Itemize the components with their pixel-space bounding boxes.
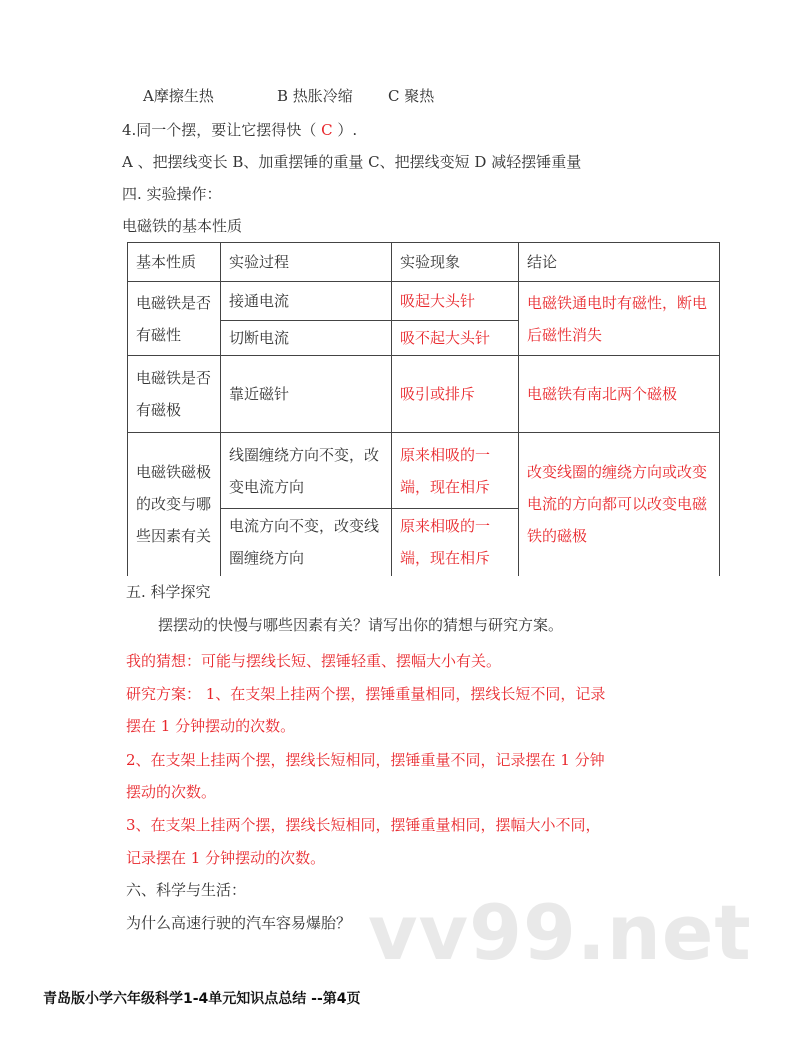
q4-answer: C bbox=[321, 121, 333, 139]
q3-option-b: B 热胀冷缩 bbox=[277, 87, 353, 105]
plan-line: 摆动的次数。 bbox=[126, 783, 217, 801]
header-cell: 基本性质 bbox=[128, 243, 221, 282]
table-row bbox=[128, 433, 720, 509]
plan-line: 2、在支架上挂两个摆，摆线长短相同，摆锤重量不同，记录摆在 1 分钟 bbox=[126, 751, 605, 769]
process-cell: 接通电流 bbox=[221, 282, 392, 321]
property-cell: 电磁铁是否有磁性 bbox=[128, 282, 221, 356]
phenomenon-cell: 原来相吸的一端，现在相斥 bbox=[392, 509, 519, 576]
table-row bbox=[128, 282, 720, 321]
plan-line: 研究方案： 1、在支架上挂两个摆，摆锤重量相同，摆线长短不同，记录 bbox=[126, 685, 606, 703]
process-cell: 切断电流 bbox=[221, 321, 392, 356]
conclusion-cell: 电磁铁有南北两个磁极 bbox=[519, 356, 720, 433]
phenomenon-cell: 吸起大头针 bbox=[392, 282, 519, 321]
table-row bbox=[128, 356, 720, 433]
q4-options: A 、把摆线变长 B、加重摆锤的重量 C、把摆线变短 D 减轻摆锤重量 bbox=[122, 153, 582, 171]
header-cell: 结论 bbox=[519, 243, 720, 282]
property-cell: 电磁铁磁极的改变与哪些因素有关 bbox=[128, 433, 221, 576]
q3-option-c: C 聚热 bbox=[388, 87, 435, 105]
header-cell: 实验现象 bbox=[392, 243, 519, 282]
process-cell: 线圈缠绕方向不变，改变电流方向 bbox=[221, 433, 392, 509]
section4-title: 四. 实验操作： bbox=[122, 185, 222, 203]
table-caption: 电磁铁的基本性质 bbox=[122, 217, 243, 235]
conclusion-cell: 电磁铁通电时有磁性，断电后磁性消失 bbox=[519, 282, 720, 356]
section6-question: 为什么高速行驶的汽车容易爆胎？ bbox=[126, 914, 352, 932]
plan-line: 摆在 1 分钟摆动的次数。 bbox=[126, 717, 296, 735]
section5-question: 摆摆动的快慢与哪些因素有关？请写出你的猜想与研究方案。 bbox=[158, 616, 564, 634]
process-cell: 电流方向不变，改变线圈缠绕方向 bbox=[221, 509, 392, 576]
header-cell: 实验过程 bbox=[221, 243, 392, 282]
q3-option-a: A摩擦生热 bbox=[143, 87, 214, 105]
process-cell: 靠近磁针 bbox=[221, 356, 392, 433]
page-footer: 青岛版小学六年级科学1-4单元知识点总结 --第4页 bbox=[43, 991, 361, 1007]
guess-text: 我的猜想：可能与摆线长短、摆锤轻重、摆幅大小有关。 bbox=[126, 652, 502, 670]
q4-question bbox=[122, 120, 357, 140]
conclusion-cell: 改变线圈的缠绕方向或改变电流的方向都可以改变电磁铁的磁极 bbox=[519, 433, 720, 576]
q4-text: 4.同一个摆，要让它摆得快（ bbox=[122, 121, 322, 139]
table-header-row bbox=[128, 243, 720, 282]
watermark: vv99.net bbox=[368, 888, 752, 977]
property-cell: 电磁铁是否有磁极 bbox=[128, 356, 221, 433]
section6-title: 六、科学与生活： bbox=[126, 881, 247, 899]
plan-line: 3、在支架上挂两个摆，摆线长短相同，摆锤重量相同，摆幅大小不同， bbox=[126, 816, 601, 834]
section5-title: 五. 科学探究 bbox=[126, 583, 211, 601]
q4-text-end: ）. bbox=[332, 121, 358, 139]
electromagnet-table bbox=[127, 242, 720, 576]
phenomenon-cell: 吸引或排斥 bbox=[392, 356, 519, 433]
phenomenon-cell: 原来相吸的一端，现在相斥 bbox=[392, 433, 519, 509]
plan-line: 记录摆在 1 分钟摆动的次数。 bbox=[126, 849, 326, 867]
phenomenon-cell: 吸不起大头针 bbox=[392, 321, 519, 356]
